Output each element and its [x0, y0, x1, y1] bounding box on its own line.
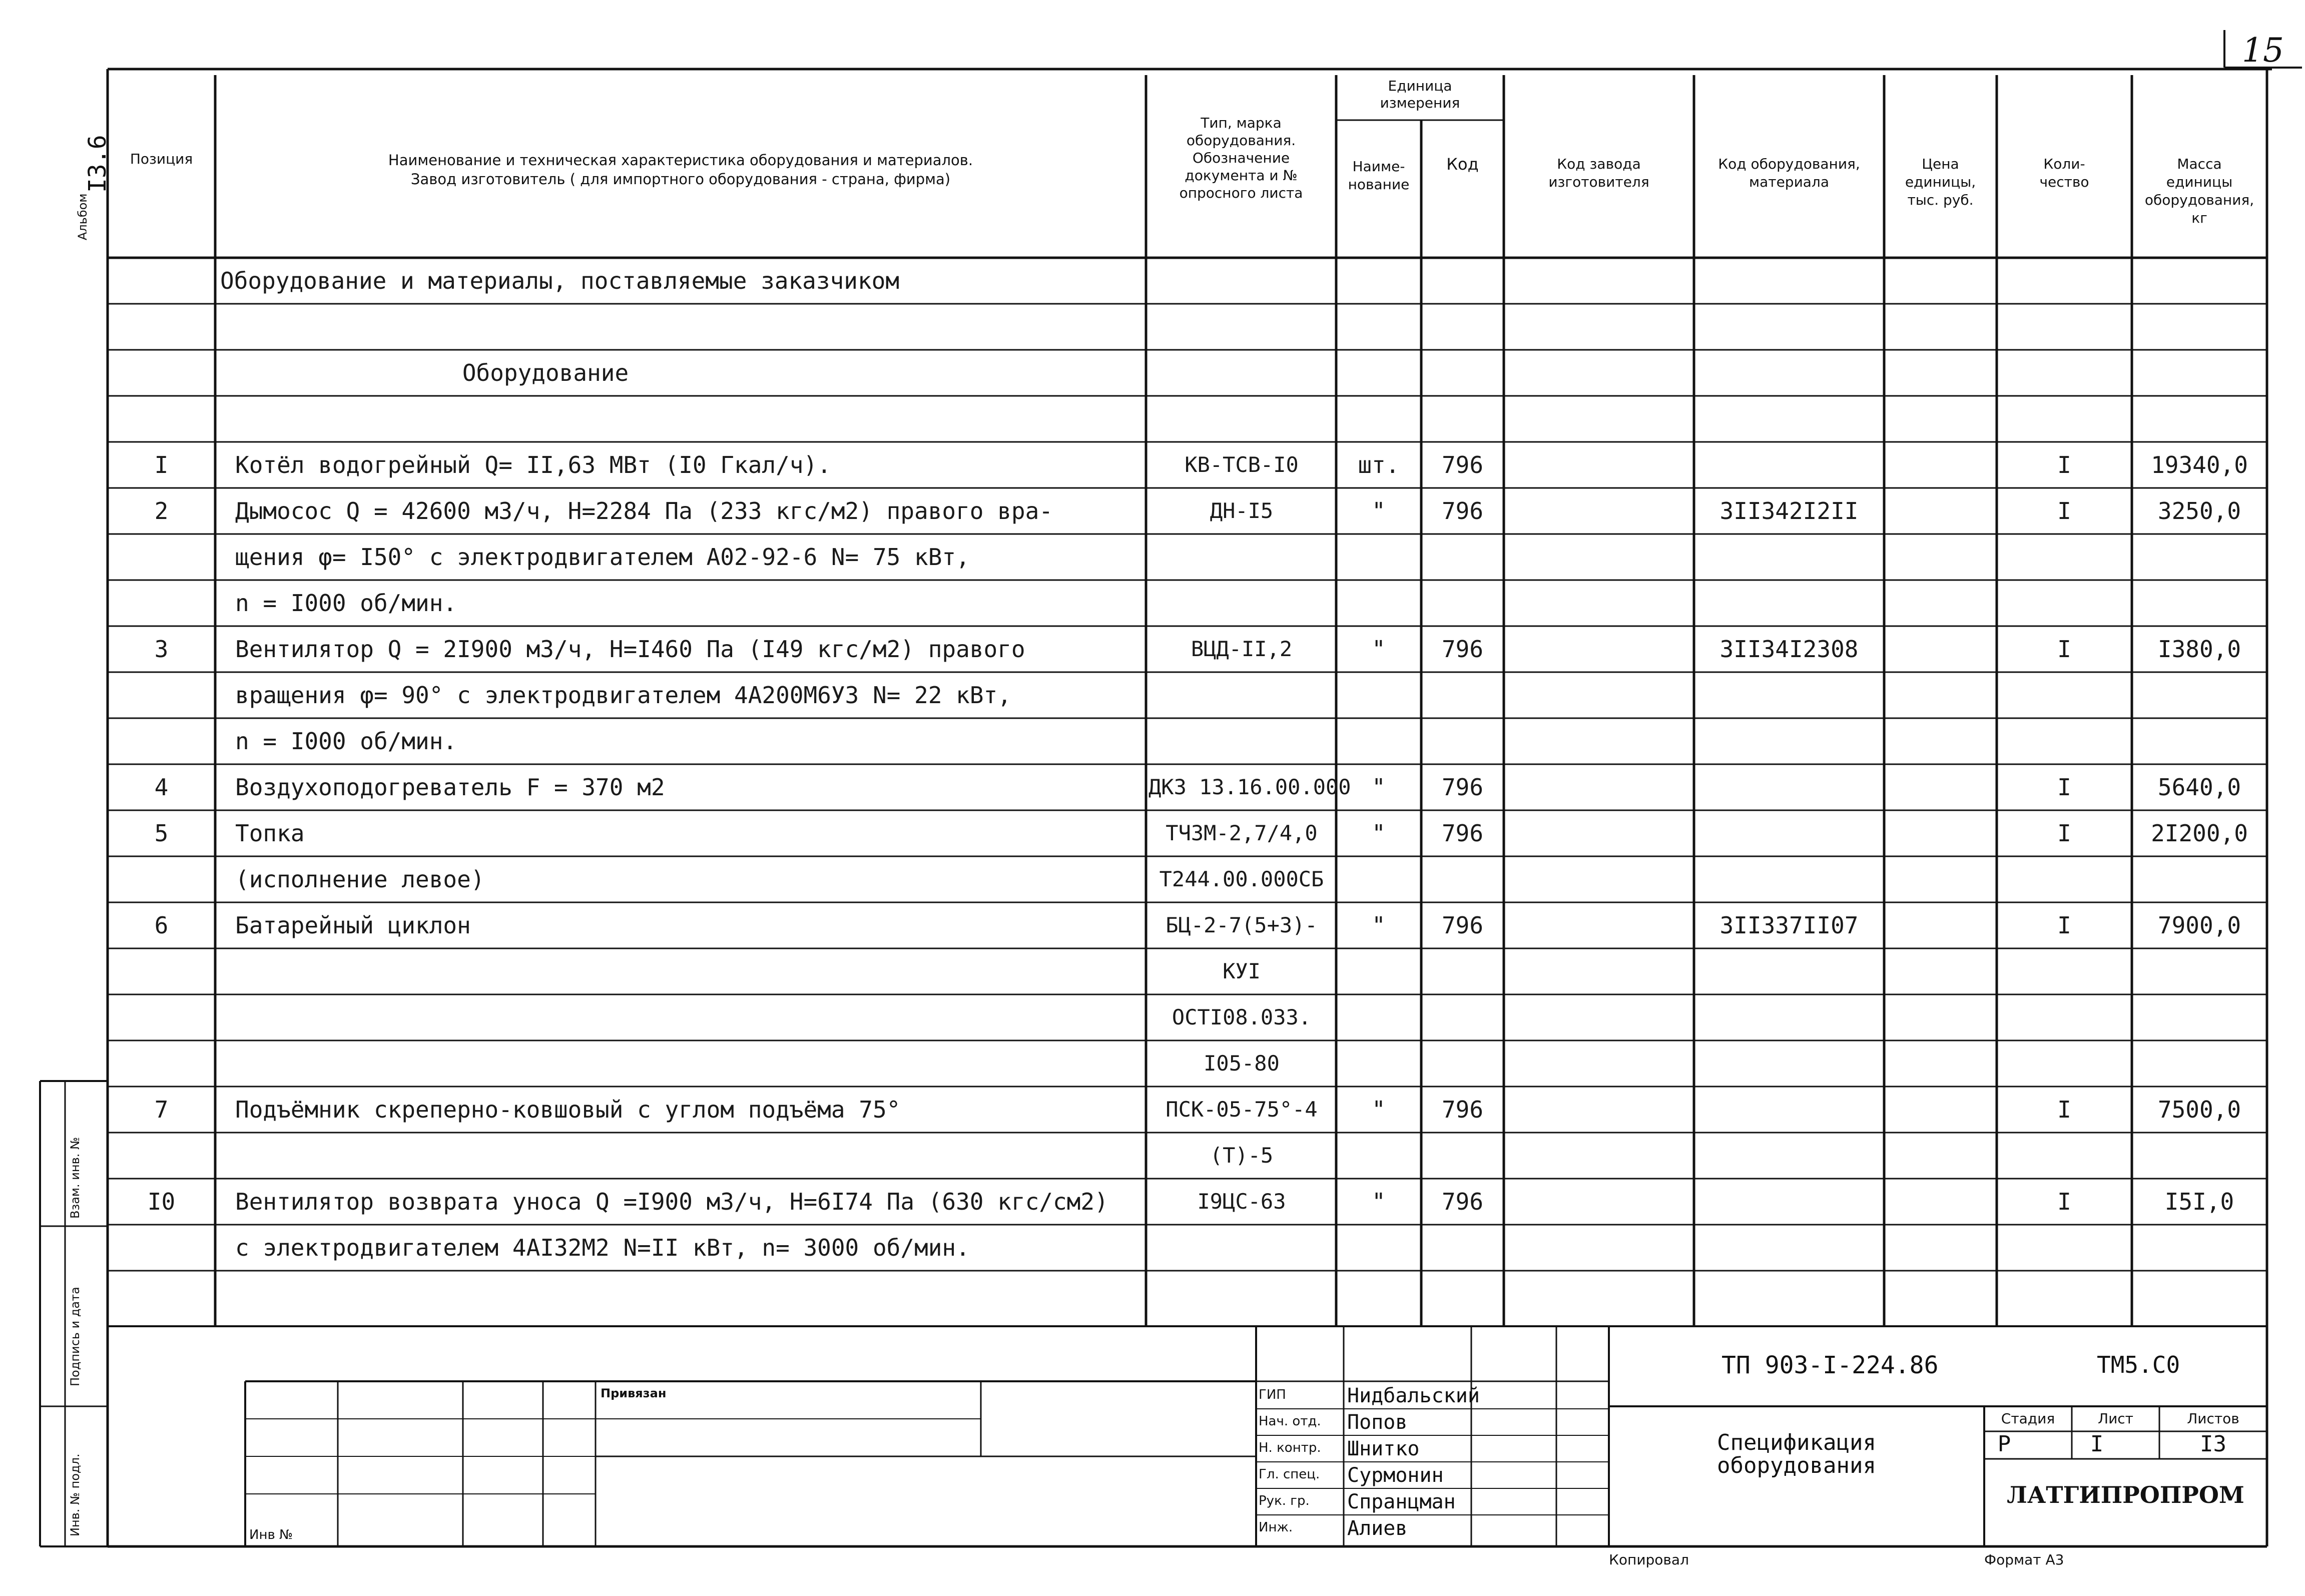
- table-cell-qty: I: [2057, 1096, 2071, 1123]
- table-cell-code: 796: [1441, 1188, 1484, 1215]
- sign-date-label: Подпись и дата: [68, 1287, 82, 1386]
- table-cell-name: n = I000 об/мин.: [235, 590, 457, 617]
- table-cell-name: Оборудование: [462, 359, 629, 386]
- table-cell-mass: 5640,0: [2157, 774, 2241, 801]
- table-cell-name: Воздухоподогреватель F = 370 м2: [235, 774, 665, 801]
- header-type-line: оборудования.: [1186, 132, 1296, 149]
- signature-role: Рук. гр.: [1259, 1493, 1310, 1508]
- privyazan-label: Привязан: [601, 1386, 667, 1400]
- header-equip-code: [1694, 155, 1884, 191]
- table-cell-name: Оборудование и материалы, поставляемые заказчиком: [220, 267, 900, 294]
- signature-name: Алиев: [1347, 1517, 1408, 1540]
- table-cell-pos: 4: [154, 774, 169, 801]
- table-cell-mass: 7900,0: [2157, 912, 2241, 939]
- table-cell-type: ДКЗ 13.16.00.000: [1148, 775, 1351, 799]
- table-cell-name: щения φ= I50° с электродвигателем А02-92-6 N= 75 кВт,: [235, 544, 970, 571]
- table-cell-unit: ": [1372, 497, 1386, 524]
- table-cell-type: (Т)-5: [1210, 1143, 1274, 1168]
- header-unit-name-line: Наиме-: [1352, 158, 1405, 175]
- header-position: Позиция: [130, 151, 193, 167]
- table-cell-unit: шт.: [1358, 451, 1400, 478]
- table-cell-equip: 3II337II07: [1719, 912, 1859, 939]
- table-cell-name: вращения φ= 90° с электродвигателем 4А200М6У3 N= 22 кВт,: [235, 682, 1011, 709]
- table-cell-type: ПСК-05-75°-4: [1166, 1097, 1318, 1122]
- table-cell-qty: I: [2057, 636, 2071, 663]
- table-cell-name: Дымосос Q = 42600 м3/ч, Н=2284 Па (233 кгс/м2) правого вра-: [235, 497, 1053, 524]
- header-unit-code: Код: [1446, 155, 1479, 174]
- table-cell-pos: 6: [154, 912, 169, 939]
- table-cell-code: 796: [1441, 636, 1484, 663]
- table-cell-mass: 3250,0: [2157, 497, 2241, 524]
- page-number: 15: [2242, 31, 2284, 70]
- table-cell-name: Вентилятор Q = 2I900 м3/ч, Н=I460 Па (I49 кгс/м2) правого: [235, 636, 1025, 663]
- table-cell-name: Топка: [235, 820, 305, 847]
- stage-value: Р: [1997, 1431, 2011, 1457]
- format-label: Формат А3: [1984, 1551, 2064, 1568]
- table-cell-pos: 5: [154, 820, 169, 847]
- header-qty-line: чество: [2039, 174, 2089, 190]
- header-mass-line: единицы: [2166, 174, 2233, 190]
- table-cell-type: КВ-ТСВ-I0: [1185, 452, 1299, 477]
- table-cell-unit: ": [1372, 1188, 1386, 1215]
- header-mass-line: оборудования,: [2144, 192, 2254, 208]
- table-cell-type: ОСТI08.033.: [1172, 1005, 1312, 1029]
- signature-name: Нидбальский: [1347, 1384, 1480, 1407]
- header-price-line: единицы,: [1905, 174, 1976, 190]
- sheet-value: I: [2090, 1431, 2104, 1457]
- album-number: I3.6: [84, 135, 112, 193]
- table-cell-unit: ": [1372, 912, 1386, 939]
- header-type-line: Тип, марка: [1201, 115, 1282, 131]
- table-cell-type: ВЦД-II,2: [1191, 637, 1293, 661]
- signature-role: Гл. спец.: [1259, 1467, 1320, 1482]
- doc-title-line: оборудования: [1717, 1453, 1876, 1478]
- table-cell-qty: I: [2057, 451, 2071, 478]
- inv-podl-label: Инв. № подл.: [68, 1453, 82, 1536]
- header-price-line: тыс. руб.: [1907, 192, 1974, 208]
- header-price: [1884, 155, 1997, 209]
- header-unit-name: [1336, 158, 1421, 194]
- table-cell-unit: ": [1372, 774, 1386, 801]
- table-cell-qty: I: [2057, 774, 2071, 801]
- table-cell-type: КУI: [1223, 959, 1261, 983]
- signature-name: Шнитко: [1347, 1437, 1420, 1460]
- header-mass: [2132, 155, 2267, 227]
- signature-role: Нач. отд.: [1259, 1414, 1321, 1429]
- table-cell-pos: 3: [154, 636, 169, 663]
- table-cell-type: I9ЦС-63: [1197, 1189, 1286, 1214]
- table-cell-pos: 2: [154, 497, 169, 524]
- signature-role: ГИП: [1259, 1387, 1286, 1402]
- table-cell-name: n = I000 об/мин.: [235, 728, 457, 755]
- table-cell-type: ДН-I5: [1210, 498, 1274, 523]
- table-cell-type: Т244.00.000СБ: [1159, 867, 1324, 891]
- header-mass-line: кг: [2191, 210, 2207, 226]
- album-label: Альбом: [76, 193, 90, 240]
- table-cell-equip: 3II342I2II: [1719, 497, 1859, 524]
- table-cell-mass: 2I200,0: [2151, 820, 2248, 847]
- table-cell-qty: I: [2057, 1188, 2071, 1215]
- table-cell-name: с электродвигателем 4АI32М2 N=II кВт, n= 3000 об/мин.: [235, 1234, 970, 1261]
- table-cell-unit: ": [1372, 1096, 1386, 1123]
- doc-title-line: Спецификация: [1717, 1430, 1876, 1455]
- header-plant-code-line: изготовителя: [1548, 174, 1649, 190]
- table-cell-pos: 7: [154, 1096, 169, 1123]
- table-cell-type: ТЧЗМ-2,7/4,0: [1166, 821, 1318, 845]
- sheets-label: Листов: [2187, 1410, 2239, 1427]
- table-cell-qty: I: [2057, 820, 2071, 847]
- header-plant-code: [1504, 155, 1694, 191]
- header-qty: [1997, 155, 2132, 191]
- doc-code: ТП 903-I-224.86: [1721, 1351, 1939, 1379]
- header-equip-code-line: Код оборудования,: [1718, 156, 1860, 172]
- header-unit-name-line: нование: [1348, 176, 1410, 193]
- signature-name: Сурмонин: [1347, 1464, 1444, 1487]
- table-cell-pos: I0: [147, 1188, 176, 1215]
- table-cell-name: (исполнение левое): [235, 866, 485, 893]
- table-cell-equip: 3II34I2308: [1719, 636, 1859, 663]
- header-mass-line: Масса: [2177, 156, 2222, 172]
- vzam-inv-label: Взам. инв. №: [68, 1137, 82, 1219]
- table-cell-type: I05-80: [1204, 1051, 1280, 1076]
- table-cell-name: Подъёмник скреперно-ковшовый с углом подъёма 75°: [235, 1096, 901, 1123]
- table-cell-name: Котёл водогрейный Q= II,63 МВт (I0 Гкал/ч).: [235, 451, 831, 478]
- signature-role: Инж.: [1259, 1520, 1293, 1535]
- header-equip-code-line: материала: [1749, 174, 1829, 190]
- table-cell-mass: 19340,0: [2151, 451, 2248, 478]
- header-price-line: Цена: [1922, 156, 1959, 172]
- table-cell-code: 796: [1441, 774, 1484, 801]
- table-cell-name: Батарейный циклон: [235, 912, 471, 939]
- header-type-line: Обозначение: [1192, 150, 1290, 166]
- table-cell-unit: ": [1372, 820, 1386, 847]
- sheets-value: I3: [2200, 1431, 2226, 1457]
- header-unit-group: [1336, 78, 1504, 112]
- table-cell-code: 796: [1441, 497, 1484, 524]
- table-cell-mass: I5I,0: [2164, 1188, 2234, 1215]
- table-cell-qty: I: [2057, 497, 2071, 524]
- header-type-block: [1146, 114, 1336, 202]
- table-cell-name: Вентилятор возврата уноса Q =I900 м3/ч, Н=6I74 Па (630 кгс/см2): [235, 1188, 1108, 1215]
- header-type-line: документа и №: [1185, 167, 1298, 184]
- sheet-code: ТМ5.С0: [2097, 1351, 2180, 1378]
- header-name-line2: Завод изготовитель ( для импортного оборудования - страна, фирма): [410, 171, 951, 188]
- header-unit-group-line: измерения: [1380, 95, 1460, 111]
- header-name-line1: Наименование и техническая характеристика оборудования и материалов.: [388, 152, 973, 169]
- header-unit-group-line: Единица: [1388, 78, 1452, 94]
- header-qty-line: Коли-: [2043, 156, 2085, 172]
- signature-name: Спранцман: [1347, 1490, 1456, 1513]
- table-cell-type: БЦ-2-7(5+3)-: [1166, 913, 1318, 937]
- sheet-label: Лист: [2098, 1410, 2133, 1427]
- table-cell-unit: ": [1372, 636, 1386, 663]
- table-cell-code: 796: [1441, 912, 1484, 939]
- header-plant-code-line: Код завода: [1557, 156, 1641, 172]
- doc-title: [1609, 1431, 1984, 1477]
- kopiroval-label: Копировал: [1609, 1551, 1689, 1568]
- table-cell-qty: I: [2057, 912, 2071, 939]
- signature-role: Н. контр.: [1259, 1440, 1321, 1455]
- table-cell-pos: I: [154, 451, 169, 478]
- table-cell-mass: I380,0: [2157, 636, 2241, 663]
- signature-name: Попов: [1347, 1411, 1408, 1434]
- organization: ЛАТГИПРОПРОМ: [2007, 1481, 2244, 1508]
- table-cell-code: 796: [1441, 1096, 1484, 1123]
- table-cell-code: 796: [1441, 820, 1484, 847]
- stage-label: Стадия: [2001, 1410, 2055, 1427]
- table-cell-code: 796: [1441, 451, 1484, 478]
- inv-no-label: Инв №: [249, 1527, 293, 1542]
- table-cell-mass: 7500,0: [2157, 1096, 2241, 1123]
- header-type-line: опросного листа: [1179, 185, 1303, 201]
